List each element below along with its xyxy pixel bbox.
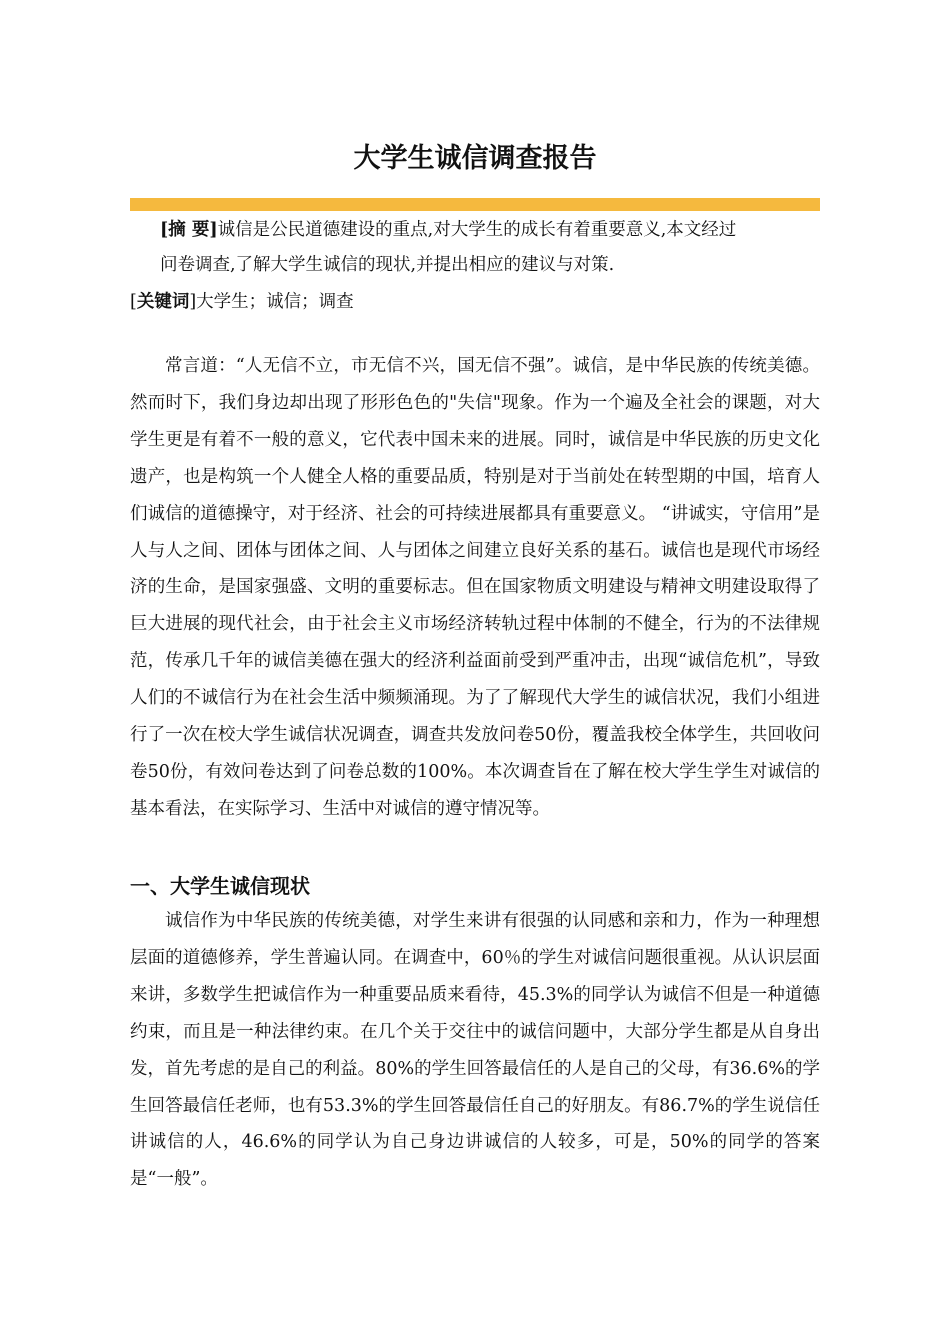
keywords-open: [ xyxy=(130,292,137,312)
keywords-line xyxy=(130,288,354,313)
title-divider xyxy=(130,198,820,211)
abstract-text-1: 诚信是公民道德建设的重点,对大学生的成长有着重要意义,本文经过 xyxy=(217,220,737,240)
section-heading: 一、大学生诚信现状 xyxy=(130,874,310,898)
intro-paragraph: 常言道：“人无信不立，市无信不兴，国无信不强”。诚信，是中华民族的传统美德。然而时下，我们身边却出现了形形色色的"失信"现象。作为一个遍及全社会的课题，对大学生更是有着不一般的意义，它代表中国未来的进展。同时，诚信是中华民族的历史文化遗产，也是构筑一个人健全人格的重要品质，特别是对于当前处在转型期的中国，培育人们诚信的道德操守，对于经济、社会的可持续进展都具有重要意义。 “讲诚实，守信用”是人与人之间、团体与团体之间、人与团体之间建立良好关系的基石。诚信也是现代市场经济的生命，是国家强盛、文明的重要标志。但在国家物质文明建设与精神文明建设取得了巨大进展的现代社会，由于社会主义市场经济转轨过程中体制的不健全，行为的不法律规范，传承几千年的诚信美德在强大的经济利益面前受到严重冲击，出现“诚信危机”，导致人们的不诚信行为在社会生活中频频涌现。为了了解现代大学生的诚信状况，我们小组进行了一次在校大学生诚信状况调查，调查共发放问卷50份，覆盖我校全体学生，共回收问卷50份，有效问卷达到了问卷总数的100%。本次调查旨在了解在校大学生学生对诚信的基本看法，在实际学习、生活中对诚信的遵守情况等。 xyxy=(130,356,820,819)
keywords-close: ] xyxy=(189,292,197,312)
keywords-label: 关键词 xyxy=(136,292,190,312)
document-title: 大学生诚信调查报告 xyxy=(353,143,597,174)
abstract-line-2: 问卷调查,了解大学生诚信的现状,并提出相应的建议与对策. xyxy=(160,255,615,275)
abstract-label: [摘 要] xyxy=(160,220,218,240)
keywords-text: 大学生；诚信；调查 xyxy=(196,292,354,312)
abstract-line-1 xyxy=(160,216,736,241)
section-paragraph: 诚信作为中华民族的传统美德，对学生来讲有很强的认同感和亲和力，作为一种理想层面的道德修养，学生普遍认同。在调查中，60％的学生对诚信问题很重视。从认识层面来讲，多数学生把诚信作为一种重要品质来看待，45.3%的同学认为诚信不但是一种道德约束，而且是一种法律约束。在几个关于交往中的诚信问题中，大部分学生都是从自身出发，首先考虑的是自己的利益。80%的学生回答最信任的人是自己的父母，有36.6%的学生回答最信任老师，也有53.3%的学生回答最信任自己的好朋友。有86.7%的学生说信任讲诚信的人，46.6%的同学认为自己身边讲诚信的人较多，可是，50%的同学的答案是“一般”。 xyxy=(130,911,820,1190)
